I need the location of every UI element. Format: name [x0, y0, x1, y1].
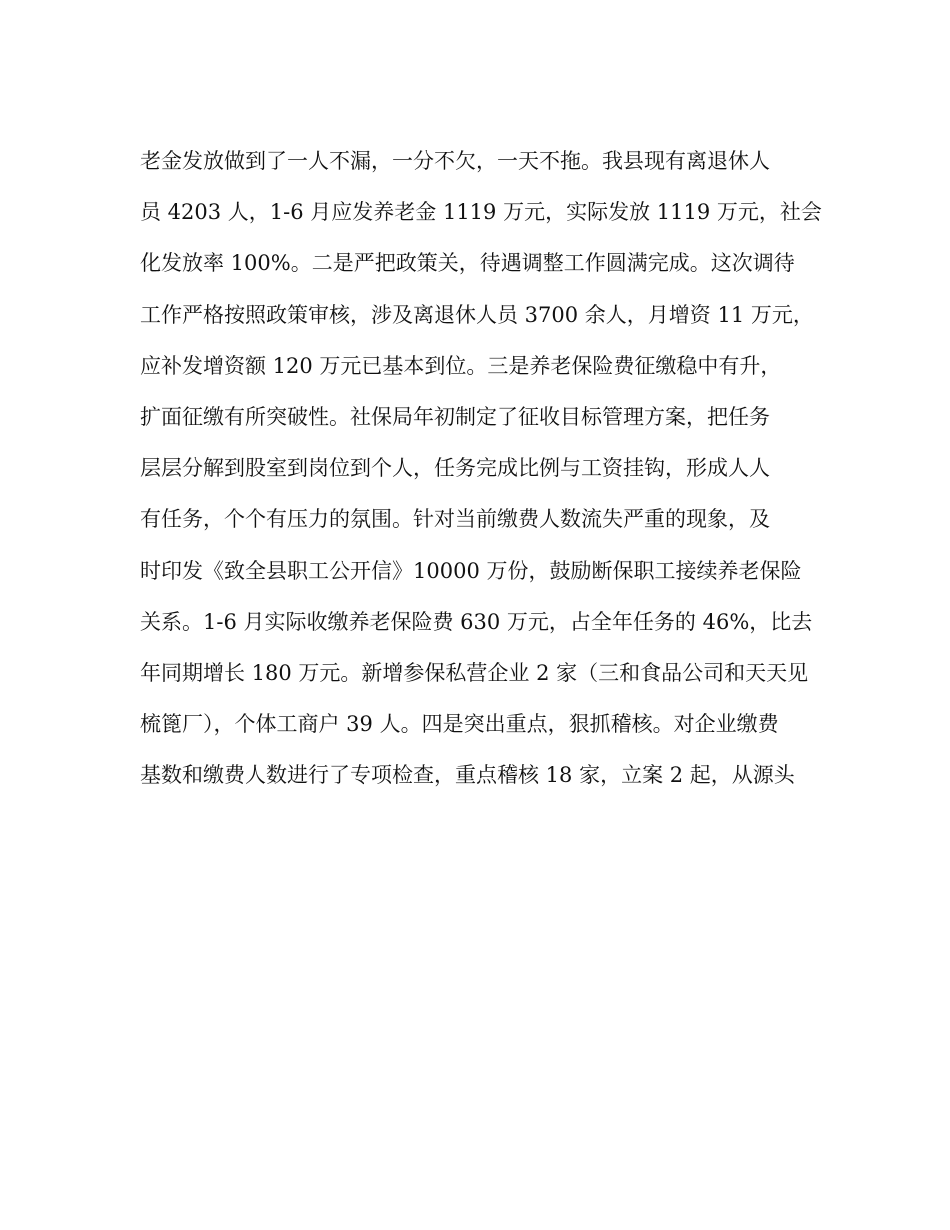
text-line: 基数和缴费人数进行了专项检查，重点稽核 18 家，立案 2 起，从源头 [140, 763, 795, 788]
text-line: 员 4203 人，1-6 月应发养老金 1119 万元，实际发放 1119 万元，社会 [140, 200, 822, 225]
text-line: 层层分解到股室到岗位到个人，任务完成比例与工资挂钩，形成人人 [140, 456, 770, 481]
text-line: 老金发放做到了一人不漏，一分不欠，一天不拖。我县现有离退休人 [140, 149, 770, 173]
text-line: 有任务，个个有压力的氛围。针对当前缴费人数流失严重的现象，及 [140, 507, 770, 532]
text-line: 梳篦厂），个体工商户 39 人。四是突出重点，狠抓稽核。对企业缴费 [140, 712, 779, 737]
text-line: 工作严格按照政策审核，涉及离退休人员 3700 余人，月增资 11 万元， [140, 302, 814, 327]
text-line: 年同期增长 180 万元。新增参保私营企业 2 家（三和食品公司和天天见 [140, 660, 809, 685]
body-text [140, 136, 820, 801]
text-line: 化发放率 100%。二是严把政策关，待遇调整工作圆满完成。这次调待 [140, 251, 795, 276]
text-line: 时印发《致全县职工公开信》10000 万份，鼓励断保职工接续养老保险 [140, 558, 802, 583]
text-line: 应补发增资额 120 万元已基本到位。三是养老保险费征缴稳中有升， [140, 353, 782, 378]
text-line: 关系。1-6 月实际收缴养老保险费 630 万元，占全年任务的 46%，比去 [140, 609, 813, 634]
text-line: 扩面征缴有所突破性。社保局年初制定了征收目标管理方案，把任务 [140, 404, 770, 429]
